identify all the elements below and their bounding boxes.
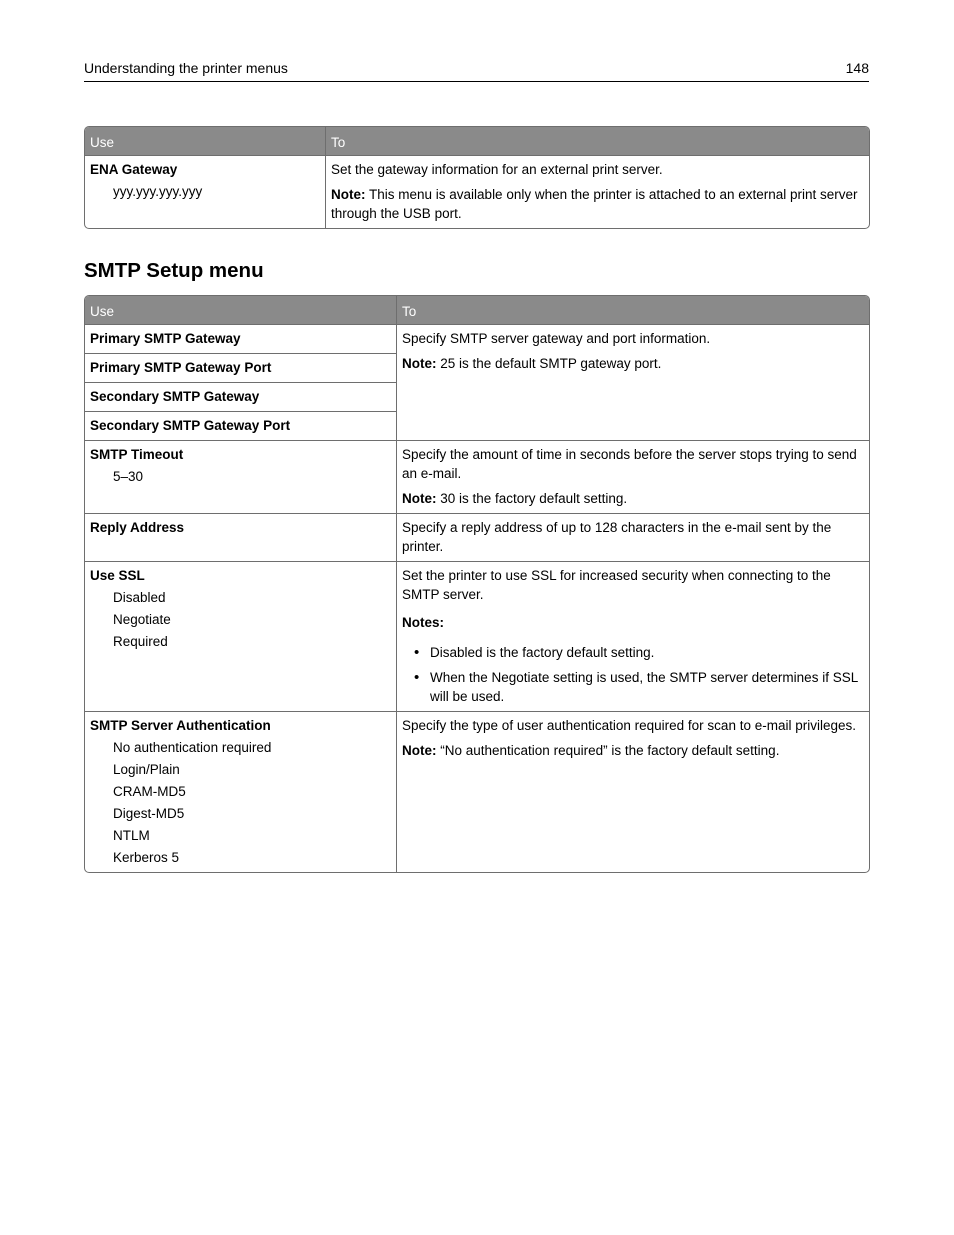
- use-cell: [85, 561, 396, 711]
- note: [402, 741, 864, 760]
- to-cell: [325, 155, 869, 228]
- menu-option: Digest-MD5: [113, 806, 185, 821]
- note-text: This menu is available only when the printer is attached to an external print server through the USB port.: [331, 187, 858, 221]
- description: Set the printer to use SSL for increased security when connecting to the SMTP server.: [402, 568, 831, 602]
- notes-label: Notes:: [402, 615, 445, 630]
- col-to-header: To: [396, 296, 869, 324]
- note-text: 25 is the default SMTP gateway port.: [436, 356, 662, 371]
- page-number: 148: [845, 60, 869, 76]
- bullet-item: • When the Negotiate setting is used, the SMTP server determines if SSL will be used.: [402, 668, 864, 706]
- menu-option: Negotiate: [113, 612, 171, 627]
- note: [402, 489, 864, 508]
- use-cell: [85, 513, 396, 561]
- description: Specify the amount of time in seconds before the server stops trying to send an e-mail.: [402, 447, 857, 481]
- note-label: Note:: [402, 491, 437, 506]
- note-label: Note:: [331, 187, 366, 202]
- menu-option: No authentication required: [113, 740, 272, 755]
- page-header: [84, 60, 869, 82]
- menu-item-name: Secondary SMTP Gateway: [85, 382, 396, 411]
- menu-option: NTLM: [113, 828, 150, 843]
- table-row: [85, 155, 869, 228]
- menu-item-name: Use SSL: [90, 568, 145, 583]
- menu-item-name: Primary SMTP Gateway: [85, 324, 396, 353]
- col-use-header: Use: [85, 127, 325, 155]
- use-cell: [85, 711, 396, 872]
- menu-option: yyy.yyy.yyy.yyy: [113, 184, 203, 199]
- header-title: Understanding the printer menus: [84, 60, 288, 76]
- description: Specify a reply address of up to 128 characters in the e-mail sent by the printer.: [402, 520, 832, 554]
- table-row: [85, 561, 869, 711]
- use-cell: [85, 440, 396, 513]
- section-title: SMTP Setup menu: [84, 259, 264, 282]
- to-cell: [396, 513, 869, 561]
- menu-item-name: Secondary SMTP Gateway Port: [85, 411, 396, 440]
- description: Specify the type of user authentication required for scan to e-mail privileges.: [402, 718, 856, 733]
- note-label: Note:: [402, 356, 437, 371]
- table-header-row: [85, 127, 869, 155]
- smtp-setup-table: [84, 295, 870, 873]
- menu-option: Kerberos 5: [113, 850, 180, 865]
- ena-gateway-table: [84, 126, 870, 229]
- to-cell: [396, 324, 869, 440]
- menu-item-name: SMTP Timeout: [90, 447, 184, 462]
- use-cell: [85, 155, 325, 228]
- note: [402, 354, 864, 373]
- menu-item-name: Primary SMTP Gateway Port: [85, 353, 396, 382]
- note-label: Note:: [402, 743, 437, 758]
- table-row: [85, 711, 869, 872]
- table-header-row: [85, 296, 869, 324]
- to-cell: [396, 440, 869, 513]
- note-text: 30 is the factory default setting.: [436, 491, 628, 506]
- table-row: [85, 324, 869, 353]
- menu-option: Login/Plain: [113, 762, 180, 777]
- description: Set the gateway information for an external print server.: [331, 162, 663, 177]
- bullet-item: • Disabled is the factory default setting.: [402, 643, 864, 662]
- menu-option: Disabled: [113, 590, 166, 605]
- menu-item-name: ENA Gateway: [90, 162, 178, 177]
- description: Specify SMTP server gateway and port information.: [402, 331, 711, 346]
- note: [331, 185, 864, 223]
- menu-option: Required: [113, 634, 168, 649]
- table-row: [85, 513, 869, 561]
- table-row: [85, 440, 869, 513]
- menu-item-name: Reply Address: [90, 520, 185, 535]
- col-to-header: To: [325, 127, 869, 155]
- to-cell: [396, 711, 869, 872]
- menu-option: CRAM-MD5: [113, 784, 186, 799]
- menu-option: 5–30: [113, 469, 144, 484]
- col-use-header: Use: [85, 296, 396, 324]
- menu-item-name: SMTP Server Authentication: [90, 718, 271, 733]
- to-cell: [396, 561, 869, 711]
- note-text: “No authentication required” is the factory default setting.: [436, 743, 780, 758]
